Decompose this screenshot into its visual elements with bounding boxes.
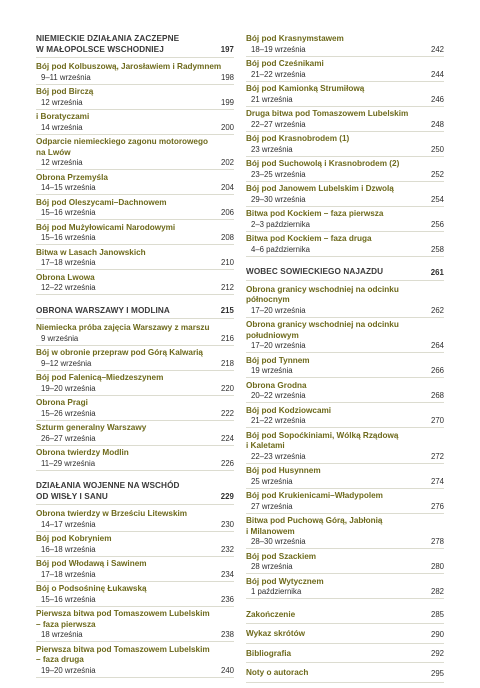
entry-title: Bój pod Kamionką Strumiłową [246,84,365,93]
entry-date-row [246,220,444,230]
entry-title: Bój pod Krasnymstawem [246,34,344,43]
toc-entry[interactable] [36,87,234,110]
section-title: NIEMIECKIE DZIAŁANIA ZACZEPNE W MAŁOPOLSCE WSCHODNIEJ [36,34,180,54]
toc-entry[interactable] [36,198,234,221]
entry-date: 15–26 września [41,408,96,418]
entry-date: 11–29 września [41,458,96,468]
toc-entry[interactable] [246,59,444,82]
entry-title: Bój o Podsośninę Łukawską [36,584,147,593]
entry-date: 12 września [41,158,83,167]
entry-title: Obrona Przemyśla [36,172,108,182]
entry-date-row [246,120,444,130]
entry-title: Bój pod Husynnem [246,466,321,475]
entry-date: 17–18 września [41,258,96,267]
entry-date: 22–23 września [251,451,306,461]
section-spacer [36,473,234,481]
entry-date: 21 września [251,94,293,104]
entry-date-row [36,334,234,344]
entry-page-number: 274 [430,476,444,486]
toc-column-right [246,34,444,688]
toc-section-heading[interactable] [246,267,444,281]
entry-date: 15–16 września [41,233,96,242]
entry-title: Pierwsza bitwa pod Tomaszowem Lubelskim – faza druga [36,644,210,664]
toc-entry[interactable] [246,84,444,107]
entry-date-row [36,384,234,394]
entry-date: 28–30 września [251,537,306,546]
entry-date: 14–17 września [41,519,96,529]
section-page-number: 229 [220,492,234,501]
entry-page-number: 242 [430,44,444,54]
toc-entry[interactable] [36,584,234,607]
entry-page-number: 232 [220,544,234,554]
entry-date: 23–25 września [251,169,306,179]
toc-column-left [36,34,234,680]
entry-date: 9 września [41,333,79,343]
entry-date: 22–27 września [251,119,306,129]
entry-page-number: 234 [220,569,234,579]
toc-entry[interactable] [246,159,444,182]
entry-date: 17–18 września [41,569,96,579]
entry-date-row [246,245,444,255]
entry-date: 21–22 września [251,416,306,425]
entry-title: Bój pod Sopoćkiniami, Wólką Rządową i Kaletami [246,430,399,450]
entry-title: Bój pod Tynnem [246,355,310,365]
toc-entry[interactable] [36,609,234,642]
entry-title: Bitwa pod Kockiem – faza pierwsza [246,209,384,218]
entry-page-number: 218 [220,358,234,368]
entry-date: 26–27 września [41,433,96,443]
entry-date: 9–11 września [41,72,91,82]
entry-date-row [36,233,234,243]
entry-date: 17–20 września [251,305,306,315]
entry-title: Pierwsza bitwa pod Tomaszowem Lubelskim – faza pierwsza [36,609,210,629]
entry-date-row [36,158,234,168]
entry-date-row [246,502,444,512]
toc-entry[interactable] [246,34,444,57]
entry-date: 15–16 września [41,594,96,604]
entry-date: 27 września [251,501,293,511]
entry-page-number: 240 [220,665,234,675]
entry-page-number: 198 [220,72,234,82]
entry-date-row [36,570,234,580]
entry-page-number: 200 [220,122,234,132]
back-matter-title: Wykaz skrótów [246,629,305,638]
entry-title: Bój pod Oleszycami–Dachnowem [36,197,167,207]
entry-date: 17–20 września [251,341,306,350]
entry-page-number: 252 [430,169,444,179]
entry-page-number: 266 [430,366,444,375]
entry-date-row [246,562,444,572]
entry-page-number: 226 [220,458,234,468]
entry-date-row [36,258,234,268]
entry-date-row [36,123,234,133]
entry-date: 18–19 września [251,44,306,54]
entry-page-number: 280 [430,562,444,571]
toc-entry[interactable] [36,559,234,582]
section-title: WOBEC SOWIECKIEGO NAJAZDU [246,267,384,276]
toc-entry[interactable] [36,323,234,346]
entry-date: 25 września [251,476,293,486]
entry-page-number: 222 [220,408,234,418]
section-page-number: 261 [430,267,444,277]
entry-date-row [246,537,444,547]
entry-date-row [36,630,234,640]
entry-date: 20–22 września [251,391,306,400]
entry-title: Obrona granicy wschodniej na odcinku południowym [246,320,399,340]
entry-title: Bój pod Krukienicami–Władypolem [246,491,383,500]
entry-date-row [246,366,444,376]
entry-page-number: 210 [220,258,234,267]
entry-date: 9–12 września [41,358,92,368]
entry-date-row [36,98,234,108]
entry-date: 14–15 września [41,183,96,192]
back-matter-title: Zakończenie [246,609,296,619]
entry-date: 2–3 października [251,219,310,229]
toc-back-matter-entry[interactable] [246,610,444,625]
toc-entry[interactable] [36,348,234,371]
back-matter-page-number: 285 [430,610,444,619]
toc-entry[interactable] [246,552,444,575]
entry-date-row [36,595,234,605]
entry-title: Bój w obronie przepraw pod Górą Kalwarią [36,348,203,357]
entry-page-number: 278 [430,537,444,546]
entry-date-row [36,283,234,293]
entry-page-number: 270 [430,416,444,425]
entry-date-row [36,459,234,469]
entry-title: i Boratyczami [36,112,90,121]
toc-entry[interactable] [246,320,444,353]
entry-title: Obrona Lwowa [36,272,95,282]
entry-date-row [246,170,444,180]
entry-page-number: 282 [430,587,444,596]
entry-date-row [36,409,234,419]
toc-entry[interactable] [246,431,444,464]
toc-entry[interactable] [36,112,234,135]
toc-entry[interactable] [246,234,444,257]
toc-entry[interactable] [246,491,444,514]
toc-entry[interactable] [36,423,234,446]
entry-date: 21–22 września [251,69,306,79]
entry-page-number: 250 [430,144,444,154]
entry-title: Szturm generalny Warszawy [36,423,147,432]
entry-date-row [246,416,444,426]
entry-title: Obrona twierdzy Modlin [36,448,129,457]
entry-date-row [246,391,444,401]
entry-date-row [246,477,444,487]
entry-title: Obrona granicy wschodniej na odcinku północnym [246,284,399,304]
entry-date-row [246,452,444,462]
entry-page-number: 254 [430,194,444,204]
toc-entry[interactable] [36,534,234,557]
entry-date-row [246,70,444,80]
entry-date-row [36,359,234,369]
entry-title: Obrona Pragi [36,398,88,407]
entry-date-row [246,45,444,55]
entry-title: Bój pod Kobryniem [36,534,112,543]
entry-page-number: 236 [220,594,234,604]
entry-page-number: 220 [220,383,234,393]
entry-title: Bój pod Krasnobrodem (1) [246,134,350,143]
entry-page-number: 248 [430,119,444,129]
entry-page-number: 262 [430,305,444,315]
back-matter-page-number: 295 [430,668,444,678]
toc-entry[interactable] [36,62,234,85]
entry-title: Bój pod Mużyłowicami Narodowymi [36,222,176,232]
entry-page-number: 216 [220,333,234,343]
entry-date-row [246,195,444,205]
entry-page-number: 268 [430,391,444,400]
toc-entry[interactable] [246,516,444,549]
entry-page-number: 202 [220,158,234,167]
entry-date: 4–6 października [251,244,310,254]
toc-entry[interactable] [246,381,444,404]
toc-section-heading[interactable] [36,34,234,58]
section-title: DZIAŁANIA WOJENNE NA WSCHÓD OD WISŁY I SANU [36,481,180,501]
entry-page-number: 212 [220,283,234,292]
toc-entry[interactable] [246,466,444,489]
entry-page-number: 244 [430,69,444,79]
entry-page-number: 204 [220,183,234,192]
entry-page-number: 206 [220,208,234,217]
entry-page-number: 256 [430,219,444,229]
entry-title: Bitwa w Lasach Janowskich [36,247,146,257]
entry-date-row [36,208,234,218]
entry-date-row [36,434,234,444]
toc-entry[interactable] [36,223,234,246]
entry-title: Bój pod Suchowolą i Krasnobrodem (2) [246,159,400,168]
entry-page-number: 238 [220,630,234,639]
entry-title: Bój pod Wytycznem [246,576,324,586]
entry-page-number: 208 [220,233,234,242]
entry-date-row [246,95,444,105]
section-spacer [246,602,444,610]
toc-entry[interactable] [36,248,234,271]
entry-page-number: 276 [430,501,444,511]
toc-entry[interactable] [246,356,444,379]
toc-back-matter-entry[interactable] [246,629,444,644]
back-matter-page-number: 292 [430,649,444,658]
toc-entry[interactable] [246,577,444,600]
toc-entry[interactable] [36,173,234,196]
entry-page-number: 258 [430,244,444,254]
entry-title: Bój pod Kodziowcami [246,405,332,415]
entry-page-number: 199 [220,97,234,107]
toc-entry[interactable] [36,137,234,170]
entry-date: 14 września [41,122,83,132]
entry-date: 29–30 września [251,194,306,204]
entry-title: Odparcie niemieckiego zagonu motorowego na Lwów [36,137,208,157]
entry-date-row [36,666,234,676]
toc-section-heading[interactable] [36,481,234,505]
entry-date: 15–16 września [41,208,96,217]
section-spacer [36,298,234,306]
toc-entry[interactable] [246,285,444,318]
entry-title: Bój pod Kolbuszową, Jarosławiem i Radymnem [36,62,222,71]
toc-back-matter-entry[interactable] [246,668,444,683]
toc-entry[interactable] [36,273,234,296]
entry-title: Bitwa pod Kockiem – faza druga [246,234,372,243]
entry-date-row [36,183,234,193]
entry-date-row [36,73,234,83]
toc-entry[interactable] [246,109,444,132]
section-page-number: 197 [220,45,234,54]
entry-title: Obrona Grodna [246,380,307,390]
back-matter-title: Bibliografia [246,648,292,658]
entry-title: Bój pod Cześnikami [246,59,324,68]
entry-date-row [246,306,444,316]
toc-entry[interactable] [246,406,444,429]
back-matter-title: Noty o autorach [246,668,309,677]
entry-date: 12 września [41,97,83,107]
entry-date: 23 września [251,144,293,154]
entry-date-row [246,145,444,155]
toc-entry[interactable] [36,448,234,471]
entry-page-number: 230 [220,519,234,529]
entry-title: Bój pod Falenicą–Miedzeszynem [36,373,164,382]
toc-entry[interactable] [246,134,444,157]
toc-entry[interactable] [246,209,444,232]
entry-date-row [36,545,234,555]
toc-entry[interactable] [36,398,234,421]
entry-title: Obrona twierdzy w Brześciu Litewskim [36,509,188,518]
entry-date: 19–20 września [41,383,96,393]
entry-title: Bój pod Szackiem [246,551,317,561]
entry-page-number: 272 [430,451,444,461]
entry-title: Bitwa pod Puchową Górą, Jabłonią i Milanowem [246,516,383,536]
entry-page-number: 224 [220,433,234,443]
toc-section-heading[interactable] [36,306,234,320]
section-title: OBRONA WARSZAWY I MODLINA [36,305,170,315]
toc-entry[interactable] [36,645,234,678]
entry-date: 19–20 września [41,665,96,675]
entry-title: Bój pod Włodawą i Sawinem [36,559,147,568]
entry-date: 12–22 września [41,283,96,292]
entry-date: 19 września [251,366,293,375]
entry-date: 1 października [251,587,302,596]
toc-entry[interactable] [36,373,234,396]
toc-entry[interactable] [246,184,444,207]
section-spacer [246,259,444,267]
entry-date-row [246,587,444,597]
back-matter-page-number: 290 [430,629,444,639]
entry-title: Bój pod Janowem Lubelskim i Dzwolą [246,184,394,193]
entry-date-row [36,520,234,530]
section-page-number: 215 [220,306,234,315]
entry-date-row [246,341,444,351]
entry-page-number: 264 [430,341,444,350]
toc-entry[interactable] [36,509,234,532]
entry-title: Bój pod Birczą [36,87,94,96]
entry-date: 16–18 września [41,544,96,554]
entry-title: Druga bitwa pod Tomaszowem Lubelskim [246,109,409,118]
entry-date: 28 września [251,562,293,571]
entry-page-number: 246 [430,94,444,104]
entry-title: Niemiecka próba zajęcia Warszawy z marszu [36,323,210,332]
entry-date: 18 września [41,630,83,639]
toc-back-matter-entry[interactable] [246,649,444,664]
